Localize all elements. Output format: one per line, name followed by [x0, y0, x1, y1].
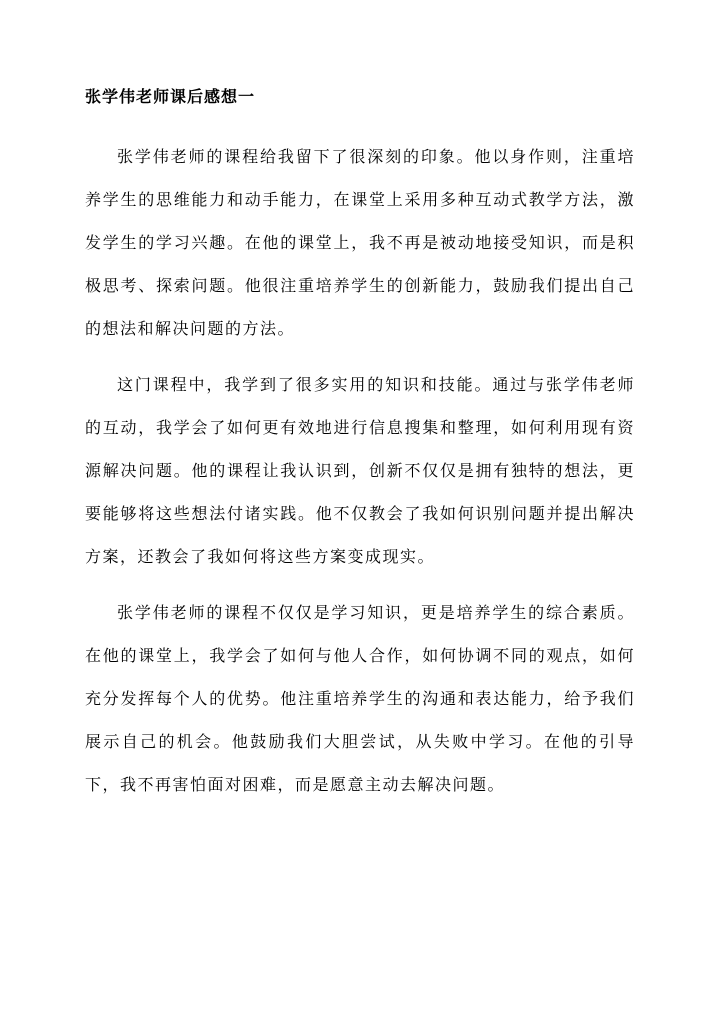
paragraph: 张学伟老师的课程不仅仅是学习知识，更是培养学生的综合素质。在他的课堂上，我学会了如何与他人合作，如何协调不同的观点，如何充分发挥每个人的优势。他注重培养学生的沟通和表达能力，给予我们展示自己的机会。他鼓励我们大胆尝试，从失败中学习。在他的引导下，我不再害怕面对困难，而是愿意主动去解决问题。 — [85, 605, 635, 794]
paragraph: 这门课程中，我学到了很多实用的知识和技能。通过与张学伟老师的互动，我学会了如何更有效地进行信息搜集和整理，如何利用现有资源解决问题。他的课程让我认识到，创新不仅仅是拥有独特的想法，更要能够将这些想法付诸实践。他不仅教会了我如何识别问题并提出解决方案，还教会了我如何将这些方案变成现实。 — [85, 377, 635, 566]
paragraph: 张学伟老师的课程给我留下了很深刻的印象。他以身作则，注重培养学生的思维能力和动手能力，在课堂上采用多种互动式教学方法，激发学生的学习兴趣。在他的课堂上，我不再是被动地接受知识，而是积极思考、探索问题。他很注重培养学生的创新能力，鼓励我们提出自己的想法和解决问题的方法。 — [85, 149, 635, 338]
document-title: 张学伟老师课后感想一 — [85, 89, 256, 106]
